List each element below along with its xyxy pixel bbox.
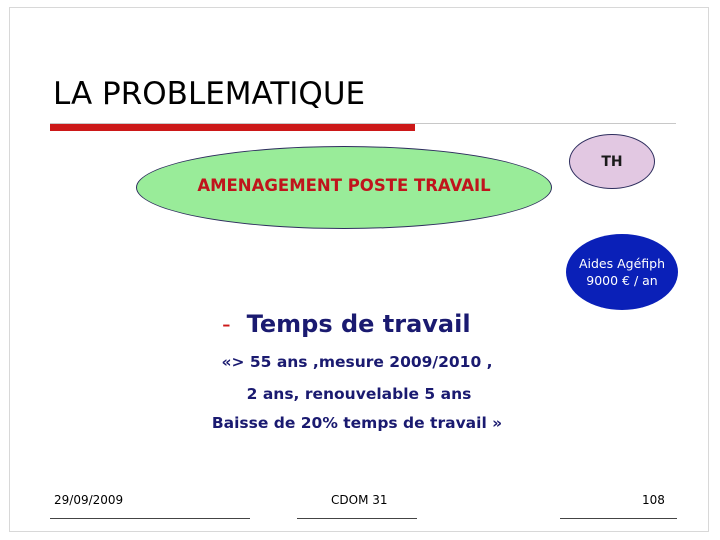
footer-rule-center [297, 518, 417, 519]
aides-agefiph-circle [566, 234, 678, 310]
body-line-1: «> 55 ans ,mesure 2009/2010 , [221, 353, 493, 371]
bullet-dash: - [222, 310, 231, 338]
footer-page-number: 108 [642, 493, 665, 507]
bullet-heading [222, 310, 471, 338]
aides-label-line2: 9000 € / an [586, 273, 658, 288]
bullet-text: Temps de travail [246, 310, 471, 338]
title-accent-bar [50, 124, 415, 131]
body-line-2: 2 ans, renouvelable 5 ans [246, 385, 472, 403]
th-ellipse [569, 134, 655, 189]
footer-center: CDOM 31 [331, 493, 388, 507]
footer-date: 29/09/2009 [54, 493, 124, 507]
amenagement-label: AMENAGEMENT POSTE TRAVAIL [197, 176, 491, 195]
body-line-3: Baisse de 20% temps de travail » [211, 414, 503, 432]
slide-title: LA PROBLEMATIQUE [53, 76, 366, 112]
aides-label-line1: Aides Agéfiph [578, 256, 666, 271]
amenagement-ellipse [136, 146, 552, 229]
footer-rule-right [560, 518, 677, 519]
footer-rule-left [50, 518, 250, 519]
th-label: TH [601, 153, 623, 170]
